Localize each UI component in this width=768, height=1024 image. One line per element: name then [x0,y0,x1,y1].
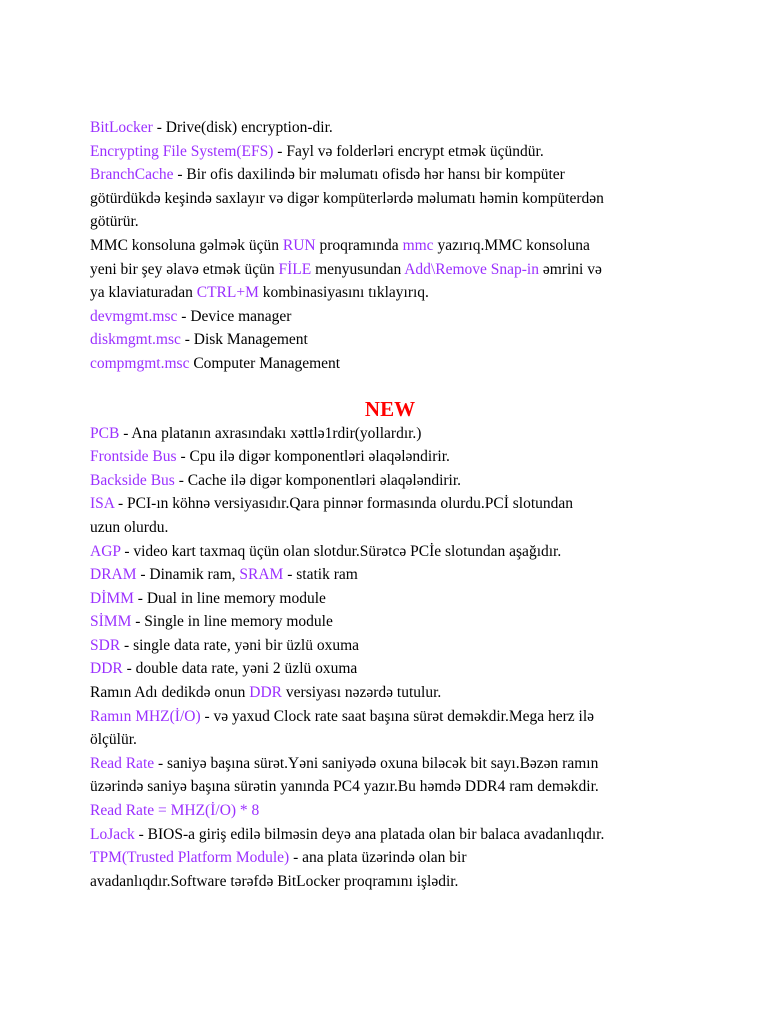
body-text: götürdükdə keşində saxlayır və digər kompüterlərdə məlumatı həmin kompüterdən [90,189,604,207]
text-line [90,328,690,352]
text-line [90,163,690,187]
text-line [90,752,690,776]
term-text: Ramın MHZ(İ/O) [90,707,201,725]
heading-new: NEW [364,396,416,421]
text-line [90,705,690,729]
text-line [90,281,690,305]
body-text: avadanlıqdır.Software tərəfdə BitLocker proqramını işlədir. [90,872,459,890]
term-text: TPM(Trusted Platform Module) [90,849,290,867]
text-line [90,305,690,329]
term-text: DRAM [90,566,137,584]
term-text: devmgmt.msc [90,307,178,325]
term-text: DDR [90,660,123,678]
term-text: compmgmt.msc [90,354,190,372]
term-text: Read Rate [90,754,155,772]
body-text: ölçülür. [90,731,137,749]
text-line [90,587,690,611]
text-line [90,210,690,234]
body-text: menyusundan [311,260,405,278]
text-line [90,258,690,282]
body-text: uzun olurdu. [90,518,169,536]
text-line [90,492,690,516]
term-text: FİLE [278,260,312,278]
body-text: üzərində saniyə başına sürətin yanında PC4 yazır.Bu həmdə DDR4 ram deməkdir. [90,778,599,796]
paragraph-gap [90,376,690,386]
term-text: ISA [90,495,115,513]
term-text: RUN [282,236,316,254]
text-line [90,234,690,258]
body-text: ya klaviaturadan [90,284,197,302]
term-text: DDR [249,684,283,702]
term-text: Add\Remove Snap-in [404,260,539,278]
body-text: - single data rate, yəni bir üzlü oxuma [120,636,360,654]
text-line [90,445,690,469]
body-text: götürür. [90,213,139,231]
text-line [90,422,690,446]
body-text: - Drive(disk) encryption-dir. [152,119,333,136]
body-text: kombinasiyasını tıklayırıq. [258,284,429,302]
text-line [90,657,690,681]
text-line [90,352,690,376]
body-text: - Single in line memory module [131,613,333,631]
body-text: yazırıq.MMC konsoluna [433,236,590,254]
text-block-mmc [90,116,690,376]
body-text: əmrini və [538,260,602,278]
body-text: - BIOS-a giriş edilə bilməsin deyə ana platada olan bir balaca avadanlıqdır. [134,825,605,843]
text-line [90,540,690,564]
text-line [90,187,690,211]
body-text: proqramında [315,236,403,254]
term-text: SDR [90,636,121,654]
term-text: Backside Bus [90,471,175,489]
term-text: PCB [90,424,120,442]
body-text: - Cache ilə digər komponentləri əlaqələndirir. [174,471,462,489]
term-text: Frontside Bus [90,448,177,466]
body-text: - Disk Management [180,331,308,349]
term-text: AGP [90,542,121,560]
text-line [90,775,690,799]
body-text: Computer Management [189,354,341,372]
term-text: SRAM [239,566,284,584]
body-text: - Dual in line memory module [133,589,326,607]
body-text: - saniyə başına sürət.Yəni saniyədə oxuna biləcək bit sayı.Bəzən ramın [154,754,599,772]
body-text: - Dinamik ram, [136,566,240,584]
body-text: - double data rate, yəni 2 üzlü oxuma [122,660,358,678]
term-text: LoJack [90,825,135,843]
body-text: - və yaxud Clock rate saat başına sürət deməkdir.Mega herz ilə [200,707,595,725]
term-text: SİMM [90,613,132,631]
body-text: - Ana platanın axrasındakı xəttlə1rdir(yollardır.) [119,424,422,442]
text-line [90,516,690,540]
text-line [90,799,690,823]
body-text: Ramın Adı dedikdə onun [90,684,250,702]
body-text: MMC konsoluna gəlmək üçün [90,236,283,254]
text-line [90,116,690,140]
term-text: BranchCache [90,166,174,184]
document-content [90,116,690,893]
body-text: yeni bir şey əlavə etmək üçün [90,260,279,278]
term-text: diskmgmt.msc [90,331,181,349]
body-text: - statik ram [283,566,358,584]
text-block-hardware [90,422,690,894]
term-text: Encrypting File System(EFS) [90,142,274,160]
text-line [90,823,690,847]
body-text: - ana plata üzərində olan bir [289,849,467,867]
term-text: BitLocker [90,119,153,136]
text-line [90,728,690,752]
term-text: DİMM [90,589,134,607]
text-line [90,681,690,705]
term-text: mmc [402,236,434,254]
text-line [90,140,690,164]
text-line [90,563,690,587]
body-text: - PCI-ın köhnə versiyasıdır.Qara pinnər formasında olurdu.PCİ slotundan [114,495,574,513]
term-text: CTRL+M [196,284,259,302]
term-text: Read Rate = MHZ(İ/O) * 8 [90,802,260,820]
body-text: - Cpu ilə digər komponentləri əlaqələndirir. [176,448,450,466]
text-line [90,870,690,894]
text-line [90,610,690,634]
text-line [90,469,690,493]
body-text: - video kart taxmaq üçün olan slotdur.Sürətcə PCİe slotundan aşağıdır. [120,542,562,560]
body-text: - Bir ofis daxilində bir məlumatı ofisdə hər hansı bir kompüter [173,166,565,184]
body-text: versiyası nəzərdə tutulur. [282,684,442,702]
text-line [90,634,690,658]
text-line [90,846,690,870]
body-text: - Fayl və folderləri encrypt etmək üçündür. [273,142,544,160]
body-text: - Device manager [177,307,292,325]
